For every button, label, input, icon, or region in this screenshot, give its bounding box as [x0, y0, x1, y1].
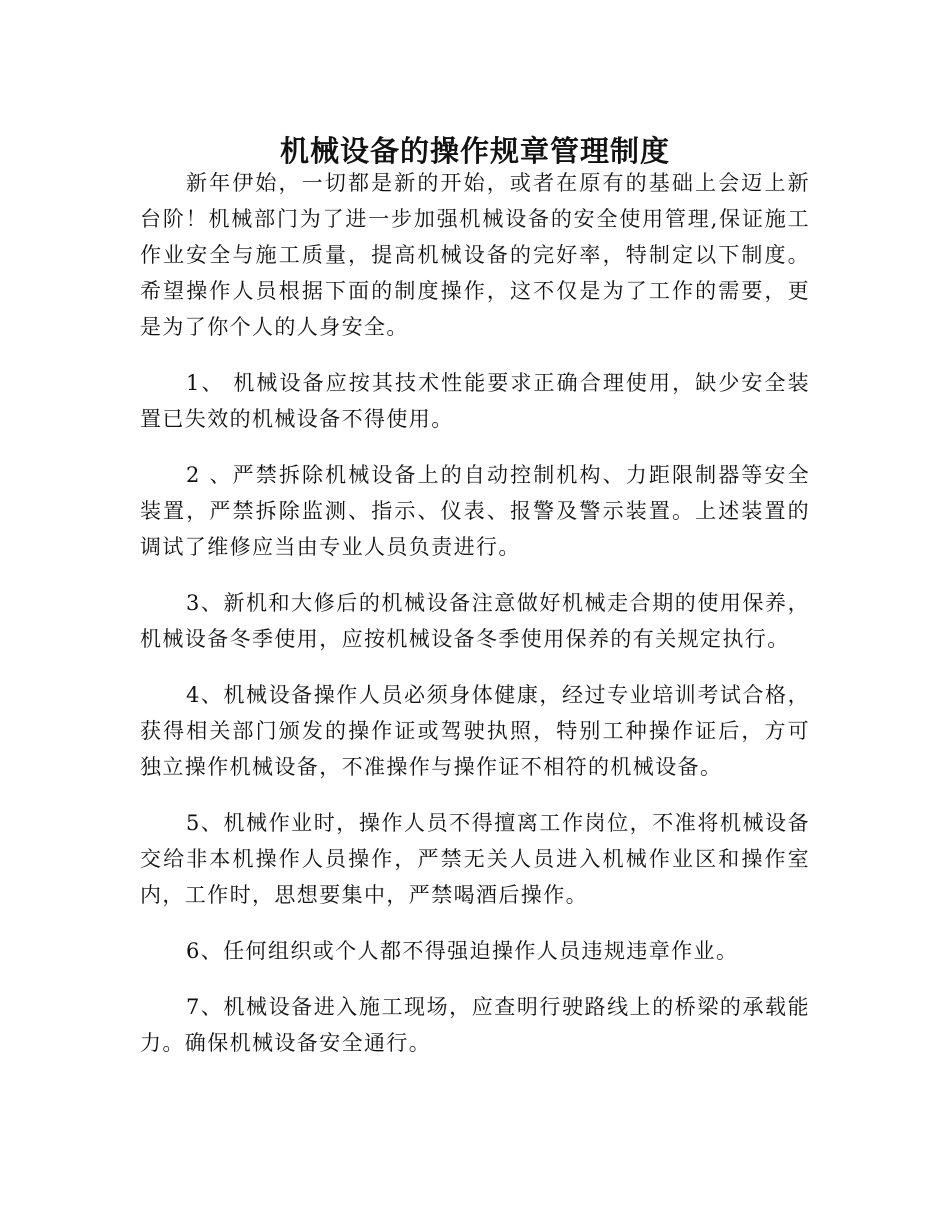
rule-6-paragraph: 6、任何组织或个人都不得强迫操作人员违规违章作业。 — [186, 939, 739, 963]
document-title: 机械设备的操作规章管理制度 — [279, 134, 670, 169]
rule-3-paragraph: 3、新机和大修后的机械设备注意做好机械走合期的使用保养，机械设备冬季使用，应按机械设备冬季使用保养的有关规定执行。 — [140, 591, 810, 651]
rule-5-paragraph: 5、机械作业时，操作人员不得擅离工作岗位，不准将机械设备交给非本机操作人员操作，严禁无关人员进入机械作业区和操作室内，工作时，思想要集中，严禁喝酒后操作。 — [140, 811, 810, 907]
rule-4-paragraph: 4、机械设备操作人员必须身体健康，经过专业培训考试合格，获得相关部门颁发的操作证或驾驶执照，特别工种操作证后，方可独立操作机械设备，不准操作与操作证不相符的机械设备。 — [140, 683, 810, 779]
intro-paragraph: 新年伊始，一切都是新的开始，或者在原有的基础上会迈上新台阶！机械部门为了进一步加强机械设备的安全使用管理,保证施工作业安全与施工质量，提高机械设备的完好率，特制定以下制度。希望操作人员根据下面的制度操作，这不仅是为了工作的需要，更是为了你个人的人身安全。 — [140, 171, 810, 339]
rule-7-paragraph: 7、机械设备进入施工现场，应查明行驶路线上的桥梁的承载能力。确保机械设备安全通行。 — [140, 995, 810, 1055]
rule-1-paragraph: 1、 机械设备应按其技术性能要求正确合理使用，缺少安全装置已失效的机械设备不得使用。 — [140, 371, 810, 431]
rule-2-paragraph: 2 、严禁拆除机械设备上的自动控制机构、力距限制器等安全装置，严禁拆除监测、指示、仪表、报警及警示装置。上述装置的调试了维修应当由专业人员负责进行。 — [140, 463, 810, 559]
document-body — [140, 165, 810, 1081]
